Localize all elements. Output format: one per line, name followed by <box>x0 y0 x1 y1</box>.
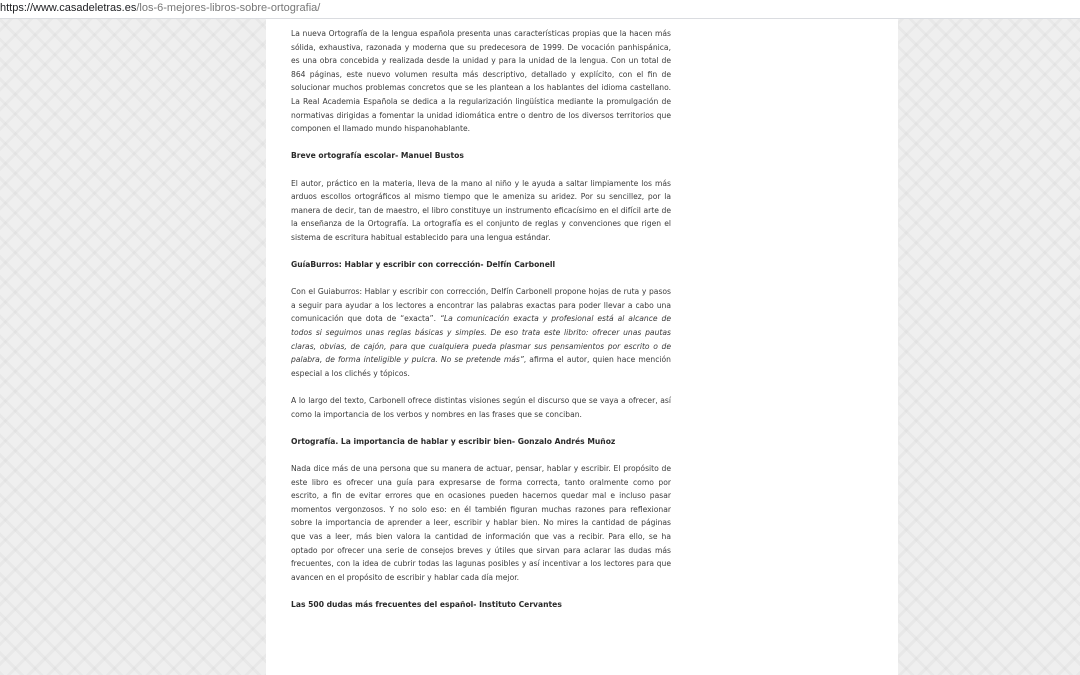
book-heading-importancia-hablar: Ortografía. La importancia de hablar y escribir bien- Gonzalo Andrés Muñoz <box>291 436 616 446</box>
book-description-guiaburros <box>291 285 671 380</box>
url-domain: https://www.casadeletras.es <box>0 2 137 14</box>
book-heading-500-dudas: Las 500 dudas más frecuentes del español- Instituto Cervantes <box>291 599 562 609</box>
author-quote: “La comunicación exacta y profesional está al alcance de todos si seguimos unas reglas básicas y simples. De eso trata este librito: ofrecer unas pautas claras, obvias, de cajón, para que cualquiera pueda plasmar sus pensamientos por escrito o de palabra, de forma inteligible y pulcra. No se pretende más” <box>291 314 672 365</box>
guiaburros-text-end: , afirma el autor, quien hace mención especial a los clichés y tópicos. <box>291 355 671 378</box>
address-bar[interactable] <box>0 0 1080 19</box>
guiaburros-text-start: Con el Guiaburros: Hablar y escribir con corrección, Delfín Carbonell propone hojas de ruta y pasos a seguir para ayudar a los lectores a encontrar las palabras exactas para poder llevar a cabo una comunicación que dota de “exacta”. <box>291 287 671 324</box>
book-description-breve-ortografia: El autor, práctico en la materia, lleva de la mano al niño y le ayuda a saltar limpiamente los más arduos escollos ortográficos al mismo tiempo que le ameniza su aridez. Por su sencillez, por la manera de decir, tan de maestro, el libro constituye un instrumento eficacísimo en el difícil arte de la enseñanza de la Ortografía. La ortografía es el conjunto de reglas y convenciones que rigen el sistema de escritura habitual establecido para una lengua estándar. <box>291 178 671 242</box>
book-description-importancia-hablar: Nada dice más de una persona que su manera de actuar, pensar, hablar y escribir. El propósito de este libro es ofrecer una guía para expresarse de forma correcta, tanto oralmente como por escrito, a fin de evitar errores que en ocasiones pueden hacernos quedar mal e incluso pasar momentos vergonzosos. Y no solo eso: en él también figuran muchas razones para reflexionar sobre la importancia de aprender a leer, escribir y hablar bien. No mires la cantidad de páginas que vas a leer, más bien valora la cantidad de información que vas a recibir. Para ello, se ha optado por ofrecer una serie de consejos breves y útiles que sirvan para aclarar las dudas más frecuentes, con la idea de cubrir todas las lagunas posibles y así incentivar a los lectores para que avancen en el propósito de escribir y hablar cada día mejor. <box>291 464 671 582</box>
intro-paragraph: La nueva Ortografía de la lengua española presenta unas características propias que la hacen más sólida, exhaustiva, razonada y moderna que su predecesora de 1999. De vocación panhispánica, es una obra concebida y realizada desde la unidad y para la unidad de la lengua. Con un total de 864 páginas, este nuevo volumen resulta más descriptivo, detallado y explícito, con el fin de solucionar muchos problemas concretos que se les plantean a los hablantes del idioma castellano. La Real Academia Española se dedica a la regularización lingüística mediante la promulgación de normativas dirigidas a fomentar la unidad idiomática entre o dentro de los diversos territorios que componen el llamado mundo hispanohablante. <box>291 29 671 134</box>
article-content <box>291 27 671 625</box>
book-description-guiaburros-2: A lo largo del texto, Carbonell ofrece distintas visiones según el discurso que se vaya a ofrecer, así como la importancia de los verbos y nombres en las frases que se conciban. <box>291 396 671 419</box>
article-page <box>266 19 898 675</box>
url-path: /los-6-mejores-libros-sobre-ortografia/ <box>136 2 321 14</box>
book-heading-breve-ortografia: Breve ortografía escolar- Manuel Bustos <box>291 151 464 161</box>
book-heading-guiaburros: GuíaBurros: Hablar y escribir con corrección- Delfín Carbonell <box>291 260 556 270</box>
